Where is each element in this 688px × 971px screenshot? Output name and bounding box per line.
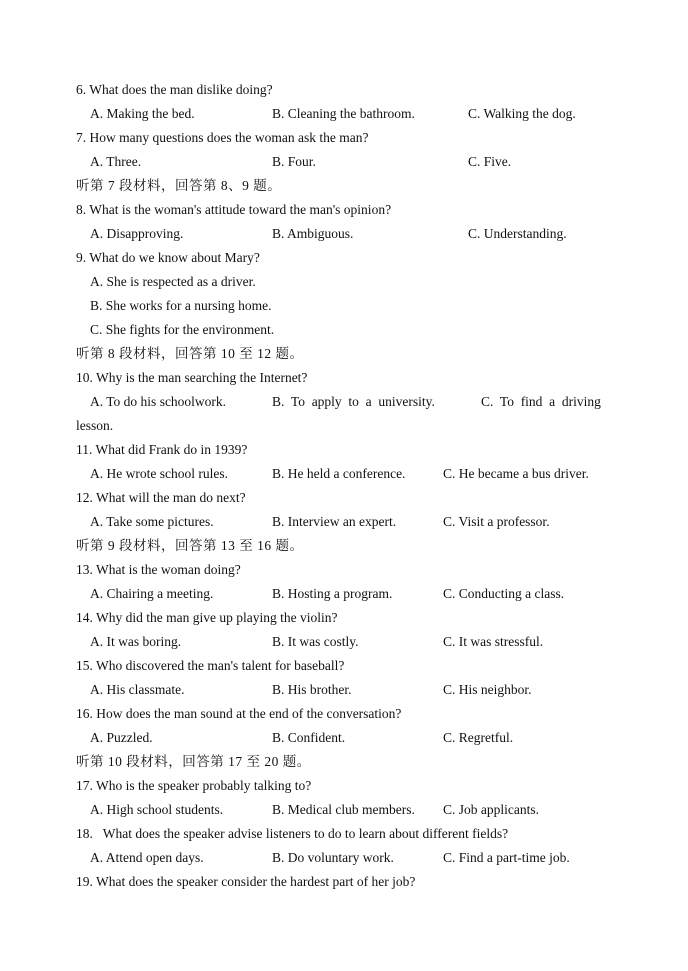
option-14b: B. It was costly. — [272, 634, 359, 649]
option-15a: A. His classmate. — [90, 682, 185, 697]
question-12: 12. What will the man do next? — [76, 490, 246, 505]
option-18a: A. Attend open days. — [90, 850, 204, 865]
section-heading-8: 听第 8 段材料，回答第 10 至 12 题。 — [76, 346, 304, 361]
question-18: 18. What does the speaker advise listeners to do to learn about different fields? — [76, 826, 509, 841]
option-7c: C. Five. — [468, 154, 512, 169]
option-17c: C. Job applicants. — [443, 802, 539, 817]
question-14: 14. Why did the man give up playing the violin? — [76, 610, 338, 625]
option-16b: B. Confident. — [272, 730, 346, 745]
option-11c: C. He became a bus driver. — [443, 466, 589, 481]
option-8a: A. Disapproving. — [90, 226, 184, 241]
option-7a: A. Three. — [90, 154, 142, 169]
question-8: 8. What is the woman's attitude toward the man's opinion? — [76, 202, 392, 217]
option-10b: B. To apply to a university. — [272, 394, 435, 409]
option-18b: B. Do voluntary work. — [272, 850, 394, 865]
option-13a: A. Chairing a meeting. — [90, 586, 214, 601]
option-9b: B. She works for a nursing home. — [90, 298, 272, 313]
option-8c: C. Understanding. — [468, 226, 567, 241]
option-6b: B. Cleaning the bathroom. — [272, 106, 415, 121]
option-13c: C. Conducting a class. — [443, 586, 565, 601]
section-heading-10: 听第 10 段材料，回答第 17 至 20 题。 — [76, 754, 311, 769]
option-8b: B. Ambiguous. — [272, 226, 354, 241]
question-19: 19. What does the speaker consider the hardest part of her job? — [76, 874, 416, 889]
option-12b: B. Interview an expert. — [272, 514, 397, 529]
question-15: 15. Who discovered the man's talent for baseball? — [76, 658, 345, 673]
question-17: 17. Who is the speaker probably talking to? — [76, 778, 312, 793]
option-9c: C. She fights for the environment. — [90, 322, 275, 337]
option-14a: A. It was boring. — [90, 634, 182, 649]
option-11b: B. He held a conference. — [272, 466, 406, 481]
option-10c-continued: lesson. — [76, 418, 114, 433]
question-11: 11. What did Frank do in 1939? — [76, 442, 248, 457]
section-heading-7: 听第 7 段材料，回答第 8、9 题。 — [76, 178, 282, 193]
option-11a: A. He wrote school rules. — [90, 466, 228, 481]
option-7b: B. Four. — [272, 154, 316, 169]
option-15b: B. His brother. — [272, 682, 352, 697]
option-15c: C. His neighbor. — [443, 682, 532, 697]
option-6c: C. Walking the dog. — [468, 106, 576, 121]
option-18c: C. Find a part-time job. — [443, 850, 570, 865]
question-13: 13. What is the woman doing? — [76, 562, 241, 577]
option-6a: A. Making the bed. — [90, 106, 195, 121]
option-9a: A. She is respected as a driver. — [90, 274, 256, 289]
question-9: 9. What do we know about Mary? — [76, 250, 260, 265]
option-16c: C. Regretful. — [443, 730, 514, 745]
question-7: 7. How many questions does the woman ask the man? — [76, 130, 369, 145]
option-10c: C. To find a driving — [481, 394, 601, 409]
option-16a: A. Puzzled. — [90, 730, 153, 745]
question-16: 16. How does the man sound at the end of the conversation? — [76, 706, 402, 721]
option-12c: C. Visit a professor. — [443, 514, 550, 529]
option-17a: A. High school students. — [90, 802, 224, 817]
option-14c: C. It was stressful. — [443, 634, 544, 649]
section-heading-9: 听第 9 段材料，回答第 13 至 16 题。 — [76, 538, 304, 553]
option-12a: A. Take some pictures. — [90, 514, 214, 529]
question-6: 6. What does the man dislike doing? — [76, 82, 273, 97]
option-10a: A. To do his schoolwork. — [90, 394, 227, 409]
option-17b: B. Medical club members. — [272, 802, 415, 817]
question-10: 10. Why is the man searching the Internet? — [76, 370, 308, 385]
option-13b: B. Hosting a program. — [272, 586, 393, 601]
